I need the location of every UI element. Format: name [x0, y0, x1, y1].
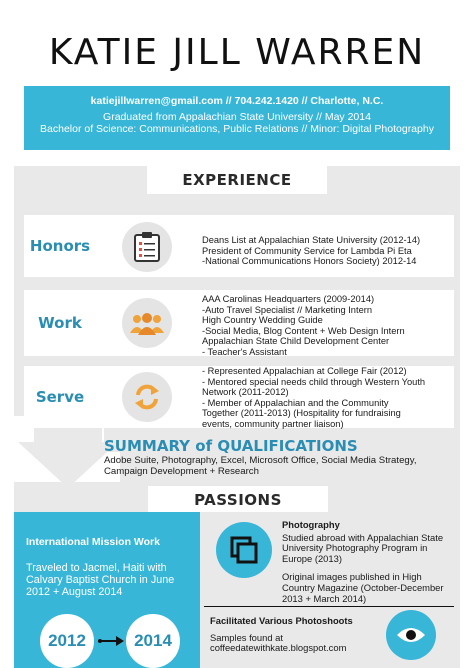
- serve-line: - Member of Appalachian and the Community: [202, 397, 389, 408]
- summary-line: Adobe Suite, Photography, Excel, Microsoft Office, Social Media Strategy,: [104, 455, 417, 466]
- clipboard-checklist-icon: [122, 222, 172, 272]
- passions-title: PASSIONS: [148, 486, 328, 514]
- serve-line: - Mentored special needs child through Western Youth: [202, 376, 426, 387]
- work-description: [202, 294, 452, 358]
- refresh-arrows-icon: [122, 372, 172, 422]
- eye-icon: [386, 610, 436, 660]
- photography-line: Europe (2013): [282, 552, 342, 564]
- mission-line: 2012 + August 2014: [26, 586, 123, 598]
- work-line: Appalachian State Child Development Center: [202, 336, 390, 347]
- photoshoots-link: coffeedatewithkate.blogspot.com: [210, 642, 347, 654]
- honors-description: [202, 235, 452, 267]
- mission-line: Traveled to Jacmel, Haiti with: [26, 562, 167, 574]
- photography-line: Country Magazine (October-December: [282, 581, 444, 593]
- serve-description: [202, 366, 454, 430]
- summary-text: [104, 456, 424, 477]
- work-line: High Country Wedding Guide: [202, 315, 323, 326]
- year-end-badge: 2014: [126, 614, 180, 668]
- summary-line: Campaign Development + Research: [104, 465, 259, 477]
- photoshoots-line: Samples found at: [210, 631, 283, 643]
- education-line-2: Bachelor of Science: Communications, Public Relations // Minor: Digital Photography: [40, 123, 434, 135]
- photography-description: [282, 520, 458, 604]
- photo-frames-icon: [216, 522, 272, 578]
- mission-line: Calvary Baptist Church in June: [26, 574, 175, 586]
- mission-title: International Mission Work: [26, 536, 160, 548]
- work-line: -Auto Travel Specialist // Marketing Intern: [202, 304, 372, 315]
- honors-line: -National Communications Honors Society) 2012-14: [202, 256, 417, 267]
- year-start-badge: 2012: [40, 614, 94, 668]
- experience-title: EXPERIENCE: [147, 166, 327, 194]
- experience-row-work: [24, 290, 454, 356]
- serve-line: events, community partner liaison): [202, 418, 344, 429]
- serve-line: Together (2011-2013) (Hospitality for fundraising: [202, 408, 401, 419]
- photography-line: University Photography Program in: [282, 542, 428, 554]
- honors-line: President of Community Service for Lambda Pi Eta: [202, 245, 412, 256]
- photography-panel: [200, 512, 460, 668]
- contact-banner: [24, 86, 450, 150]
- experience-row-honors: [24, 215, 454, 277]
- photography-line: Studied abroad with Appalachian State: [282, 531, 444, 543]
- section-label-honors: Honors: [24, 215, 96, 277]
- honors-line: Deans List at Appalachian State University (2012-14): [202, 235, 421, 245]
- contact-line: katiejillwarren@gmail.com // 704.242.1420 // Charlotte, N.C.: [90, 95, 384, 107]
- section-label-serve: Serve: [35, 388, 85, 406]
- work-line: -Social Media, Blog Content + Web Design Intern: [202, 325, 405, 336]
- experience-row-serve: [24, 366, 454, 428]
- divider: [204, 606, 454, 607]
- photography-line: Original images published in High: [282, 571, 422, 583]
- people-group-icon: [122, 298, 172, 348]
- resume-name: KATIE JILL WARREN: [48, 32, 426, 73]
- mission-description: [26, 562, 196, 598]
- serve-line: - Represented Appalachian at College Fair (2012): [202, 366, 407, 376]
- photoshoots-description: [210, 616, 390, 654]
- work-line: AAA Carolinas Headquarters (2009-2014): [202, 294, 375, 304]
- arrow-right-icon: [96, 634, 126, 648]
- photoshoots-title: Facilitated Various Photoshoots: [210, 615, 353, 626]
- photography-title: Photography: [282, 519, 340, 530]
- work-line: - Teacher's Assistant: [202, 346, 287, 357]
- serve-line: Network (2011-2012): [202, 387, 289, 398]
- photography-line: 2013 + March 2014): [282, 592, 367, 604]
- summary-title: SUMMARY of QUALIFICATIONS: [104, 437, 358, 455]
- section-label-work: Work: [38, 314, 82, 332]
- education-line-1: Graduated from Appalachian State University // May 2014: [103, 110, 371, 123]
- mission-work-panel: [14, 512, 200, 668]
